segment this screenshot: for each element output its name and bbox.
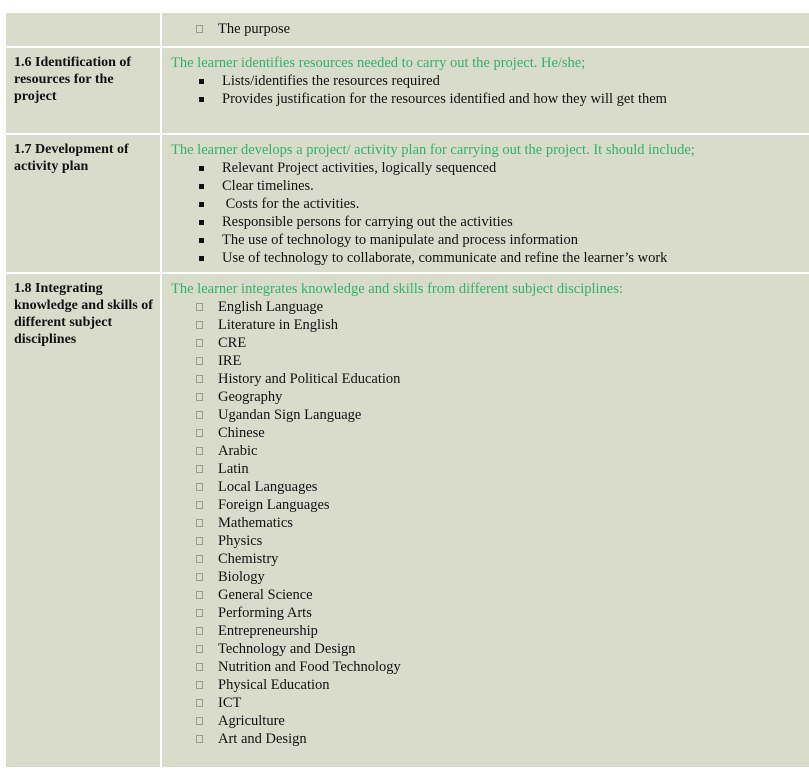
checkbox-icon <box>196 735 203 743</box>
list-item <box>171 249 801 267</box>
checkbox-icon <box>196 681 203 689</box>
list-item-text: Ugandan Sign Language <box>218 407 362 423</box>
list-item <box>171 550 801 568</box>
list-item <box>171 177 801 195</box>
checkbox-icon <box>196 411 203 419</box>
list-item-text: The use of technology to manipulate and process information <box>222 232 578 248</box>
list-item-text: Arabic <box>218 443 258 459</box>
list-item <box>171 694 801 712</box>
row-heading <box>6 13 160 46</box>
list-item <box>171 514 801 532</box>
list-item <box>171 388 801 406</box>
square-bullet-icon <box>199 238 204 243</box>
checkbox-list <box>171 20 801 38</box>
list-item-text: Performing Arts <box>218 605 312 621</box>
list-item-text: Entrepreneurship <box>218 623 318 639</box>
list-item <box>171 316 801 334</box>
checkbox-icon <box>196 555 203 563</box>
list-item <box>171 604 801 622</box>
list-item <box>171 460 801 478</box>
checkbox-icon <box>196 447 203 455</box>
checkbox-icon <box>196 537 203 545</box>
square-bullet-icon <box>199 202 204 207</box>
list-item-text: Nutrition and Food Technology <box>218 659 401 675</box>
assessment-table <box>6 13 809 767</box>
checkbox-icon <box>196 465 203 473</box>
square-bullet-icon <box>199 166 204 171</box>
list-item-text: English Language <box>218 299 324 315</box>
list-item-text: Foreign Languages <box>218 497 330 513</box>
list-item-text: General Science <box>218 587 313 603</box>
list-item <box>171 568 801 586</box>
list-item <box>171 195 801 213</box>
square-bullet-icon <box>199 220 204 225</box>
checkbox-icon <box>196 375 203 383</box>
list-item-text: History and Political Education <box>218 371 401 387</box>
square-bullet-icon <box>199 256 204 261</box>
list-item-text: Agriculture <box>218 713 285 729</box>
checkbox-icon <box>196 609 203 617</box>
checkbox-icon <box>196 717 203 725</box>
checkbox-icon <box>196 627 203 635</box>
list-item <box>171 442 801 460</box>
list-item <box>171 586 801 604</box>
list-item-text: IRE <box>218 353 242 369</box>
list-item-text: Relevant Project activities, logically sequenced <box>222 160 497 176</box>
list-item <box>171 712 801 730</box>
list-item <box>171 658 801 676</box>
checkbox-icon <box>196 645 203 653</box>
list-item-text: Local Languages <box>218 479 318 495</box>
list-item <box>171 90 801 108</box>
row-intro: The learner identifies resources needed to carry out the project. He/she; <box>171 55 586 71</box>
list-item <box>171 298 801 316</box>
table-row <box>6 48 809 135</box>
table-row <box>6 274 809 767</box>
checkbox-icon <box>196 663 203 671</box>
checkbox-list <box>171 298 801 748</box>
checkbox-icon <box>196 519 203 527</box>
list-item-text: Physical Education <box>218 677 330 693</box>
checkbox-icon <box>196 483 203 491</box>
row-intro: The learner develops a project/ activity plan for carrying out the project. It should include; <box>171 142 695 158</box>
row-heading: 1.6 Identification of resources for the project <box>6 48 160 133</box>
list-item <box>171 478 801 496</box>
list-item-text: Biology <box>218 569 265 585</box>
checkbox-icon <box>196 573 203 581</box>
table-row <box>6 135 809 274</box>
square-bullet-icon <box>199 184 204 189</box>
checkbox-icon <box>196 501 203 509</box>
row-content <box>162 48 809 133</box>
list-item-text: Technology and Design <box>218 641 356 657</box>
list-item-text: Chemistry <box>218 551 279 567</box>
list-item-text: Costs for the activities. <box>222 196 360 212</box>
square-bullet-icon <box>199 97 204 102</box>
checkbox-icon <box>196 357 203 365</box>
checkbox-icon <box>196 393 203 401</box>
row-heading: 1.7 Development of activity plan <box>6 135 160 272</box>
square-bullet-icon <box>199 79 204 84</box>
list-item <box>171 231 801 249</box>
checkbox-icon <box>196 429 203 437</box>
list-item <box>171 20 801 38</box>
list-item <box>171 730 801 748</box>
list-item-text: Physics <box>218 533 263 549</box>
list-item-text: Lists/identifies the resources required <box>222 73 440 89</box>
row-content <box>162 135 809 272</box>
list-item-text: Responsible persons for carrying out the activities <box>222 214 513 230</box>
checkbox-icon <box>196 699 203 707</box>
list-item <box>171 370 801 388</box>
checkbox-icon <box>196 321 203 329</box>
checkbox-icon <box>196 591 203 599</box>
list-item-text: Literature in English <box>218 317 338 333</box>
list-item <box>171 334 801 352</box>
list-item <box>171 496 801 514</box>
table-row <box>6 13 809 48</box>
bullet-list <box>171 159 801 267</box>
list-item <box>171 352 801 370</box>
list-item <box>171 159 801 177</box>
list-item-text: Mathematics <box>218 515 293 531</box>
list-item-text: Clear timelines. <box>222 178 314 194</box>
checkbox-icon <box>196 303 203 311</box>
list-item <box>171 676 801 694</box>
list-item <box>171 424 801 442</box>
list-item-text: Geography <box>218 389 283 405</box>
list-item <box>171 640 801 658</box>
checkbox-icon <box>196 339 203 347</box>
list-item <box>171 72 801 90</box>
row-content <box>162 13 809 46</box>
list-item <box>171 532 801 550</box>
list-item <box>171 622 801 640</box>
row-intro: The learner integrates knowledge and skills from different subject disciplines: <box>171 281 623 297</box>
list-item <box>171 213 801 231</box>
row-heading: 1.8 Integrating knowledge and skills of different subject disciplines <box>6 274 160 767</box>
checkbox-icon <box>196 25 203 33</box>
list-item-text: Art and Design <box>218 731 307 747</box>
list-item-text: ICT <box>218 695 242 711</box>
row-content <box>162 274 809 767</box>
list-item-text: Latin <box>218 461 249 477</box>
list-item-text: Provides justification for the resources identified and how they will get them <box>222 91 667 107</box>
list-item-text: CRE <box>218 335 247 351</box>
list-item-text: Chinese <box>218 425 265 441</box>
bullet-list <box>171 72 801 108</box>
list-item-text: The purpose <box>218 21 291 37</box>
list-item <box>171 406 801 424</box>
list-item-text: Use of technology to collaborate, communicate and refine the learner’s work <box>222 250 668 266</box>
